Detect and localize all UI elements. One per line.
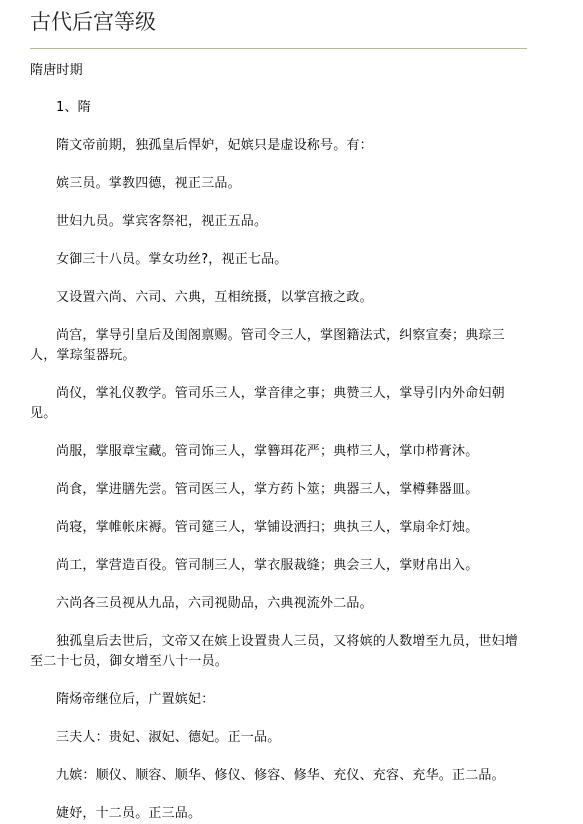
page-title: 古代后宫等级 (30, 10, 156, 34)
paragraph: 嫔三员。掌教四德，视正三品。 (56, 176, 241, 191)
paragraph: 尚服，掌服章宝藏。管司饰三人，掌簪珥花严；典栉三人，掌巾栉膏沐。 (56, 444, 479, 459)
paragraph: 尚寝，掌帷帐床褥。管司筵三人，掌铺设洒扫；典执三人，掌扇伞灯烛。 (56, 520, 479, 535)
title-divider (30, 48, 527, 49)
paragraph: 婕妤，十二员。正三品。 (56, 806, 202, 821)
paragraph: 三夫人：贵妃、淑妃、德妃。正一品。 (56, 730, 281, 745)
paragraph: 世妇九员。掌宾客祭祀，视正五品。 (56, 214, 268, 229)
paragraph: 隋文帝前期，独孤皇后悍妒，妃嫔只是虚设称号。有： (56, 138, 373, 153)
paragraph: 独孤皇后去世后，文帝又在嫔上设置贵人三员，又将嫔的人数增至九员，世妇增至二十七员，御女增至八十一员。 (30, 634, 519, 669)
paragraph: 尚仪，掌礼仪教学。管司乐三人，掌音律之事；典赞三人，掌导引内外命妇朝见。 (30, 386, 505, 421)
subsection-heading: 1、隋 (56, 100, 91, 115)
paragraph: 尚食，掌进膳先尝。管司医三人，掌方药卜筮；典器三人，掌樽彝器皿。 (56, 482, 479, 497)
section-heading: 隋唐时期 (30, 63, 83, 78)
paragraph: 尚宫，掌导引皇后及闺阁禀赐。管司令三人，掌图籍法式，纠察宣奏；典琮三人，掌琮玺器玩。 (30, 328, 505, 363)
paragraph: 六尚各三员视从九品，六司视勋品，六典视流外二品。 (56, 596, 373, 611)
paragraph: 隋炀帝继位后，广置嫔妃： (56, 692, 215, 707)
paragraph: 女御三十八员。掌女功丝?，视正七品。 (56, 252, 288, 267)
paragraph: 九嫔：顺仪、顺容、顺华、修仪、修容、修华、充仪、充容、充华。正二品。 (56, 768, 505, 783)
paragraph: 尚工，掌营造百役。管司制三人，掌衣服裁缝；典会三人，掌财帛出入。 (56, 558, 479, 573)
paragraph: 又设置六尚、六司、六典，互相统摄，以掌宫掖之政。 (56, 290, 373, 305)
article-body (30, 61, 530, 824)
